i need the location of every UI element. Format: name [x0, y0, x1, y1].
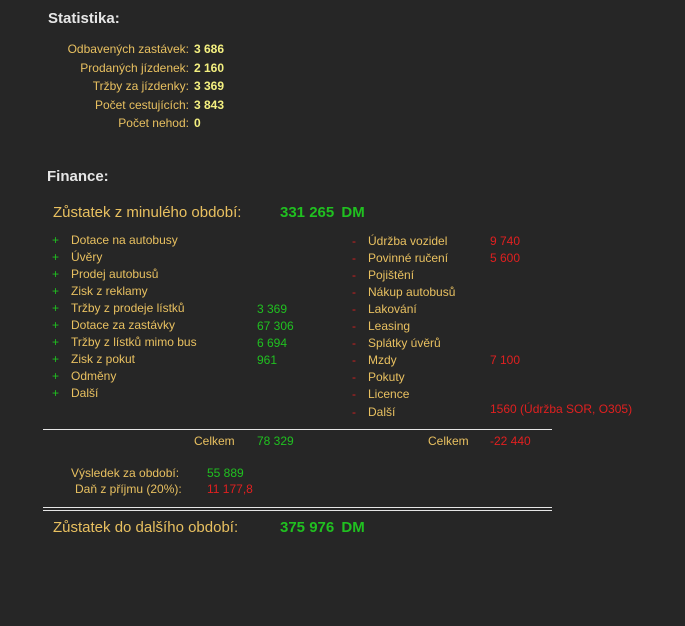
income-item-label: Tržby z prodeje lístků — [71, 301, 185, 315]
previous-balance-value — [280, 204, 365, 221]
expense-item-label: Licence — [368, 387, 410, 401]
plus-sign: + — [52, 369, 60, 383]
expense-item-label: Nákup autobusů — [368, 285, 456, 299]
income-item-value: 3 369 — [257, 302, 288, 316]
expense-item-value: 1560 (Údržba SOR, O305) — [490, 402, 633, 416]
previous-balance-label: Zůstatek z minulého období: — [53, 204, 242, 221]
minus-sign: - — [352, 387, 356, 401]
plus-sign: + — [52, 267, 60, 281]
plus-sign: + — [52, 318, 60, 332]
previous-balance-currency: DM — [341, 204, 365, 221]
expense-item-label: Pokuty — [368, 370, 405, 384]
plus-sign: + — [52, 250, 60, 264]
expense-item-label: Splátky úvěrů — [368, 336, 441, 350]
minus-sign: - — [352, 319, 356, 333]
income-item-label: Dotace za zastávky — [71, 318, 176, 332]
stat-label: Odbavených zastávek: — [67, 42, 189, 56]
minus-sign: - — [352, 268, 356, 282]
expense-total-value: -22 440 — [490, 434, 531, 448]
expense-item-label: Povinné ručení — [368, 251, 449, 265]
stat-label: Prodaných jízdenek: — [80, 60, 189, 75]
plus-sign: + — [52, 335, 60, 349]
plus-sign: + — [52, 233, 60, 247]
minus-sign: - — [352, 302, 356, 316]
income-item-value: 6 694 — [257, 336, 288, 350]
stat-value: 3 843 — [194, 97, 225, 112]
next-balance-currency: DM — [341, 519, 365, 536]
expense-item-label: Další — [368, 405, 396, 419]
totals-divider — [43, 429, 552, 430]
expense-item-label: Pojištění — [368, 268, 415, 282]
income-item-label: Tržby z lístků mimo bus — [71, 335, 197, 349]
income-item-label: Zisk z pokut — [71, 352, 136, 366]
stat-label: Počet nehod: — [118, 116, 189, 130]
minus-sign: - — [352, 251, 356, 265]
expense-item-label: Lakování — [368, 302, 417, 316]
expense-item-value: 5 600 — [490, 251, 521, 265]
stat-value: 0 — [194, 116, 201, 130]
expense-item-label: Mzdy — [368, 353, 397, 367]
balance-divider-bottom — [43, 510, 552, 511]
plus-sign: + — [52, 301, 60, 315]
stat-label: Tržby za jízdenky: — [92, 79, 189, 93]
stat-value: 2 160 — [194, 60, 225, 75]
result-label: Výsledek za období: — [71, 466, 180, 480]
expense-total-label: Celkem — [428, 434, 469, 448]
income-item-label: Další — [71, 386, 99, 400]
minus-sign: - — [352, 353, 356, 367]
result-value: 55 889 — [207, 466, 244, 480]
minus-sign: - — [352, 285, 356, 299]
next-balance-value — [280, 519, 365, 536]
minus-sign: - — [352, 336, 356, 350]
plus-sign: + — [52, 352, 60, 366]
income-item-label: Zisk z reklamy — [71, 284, 148, 298]
tax-value: 11 177,8 — [207, 482, 253, 496]
stat-label: Počet cestujících: — [94, 97, 189, 112]
income-item-label: Dotace na autobusy — [71, 233, 178, 247]
finance-heading: Finance: — [47, 168, 109, 185]
tax-label: Daň z příjmu (20%): — [75, 482, 182, 496]
expense-item-value: 7 100 — [490, 353, 521, 367]
income-total-value: 78 329 — [257, 434, 294, 448]
plus-sign: + — [52, 284, 60, 298]
stat-value: 3 686 — [194, 42, 225, 56]
minus-sign: - — [352, 234, 356, 248]
previous-balance-amount: 331 265 — [280, 204, 335, 221]
income-item-label: Odměny — [71, 369, 117, 383]
next-balance-label: Zůstatek do dalšího období: — [53, 519, 239, 536]
statistika-heading: Statistika: — [48, 10, 120, 27]
income-item-label: Prodej autobusů — [71, 267, 159, 281]
income-total-label: Celkem — [194, 434, 235, 448]
income-item-value: 961 — [257, 353, 278, 367]
balance-divider-top — [43, 507, 552, 508]
plus-sign: + — [52, 386, 60, 400]
minus-sign: - — [352, 405, 356, 419]
expense-item-label: Údržba vozidel — [368, 234, 448, 248]
stat-value: 3 369 — [194, 79, 225, 93]
income-item-label: Úvěry — [71, 250, 103, 264]
expense-item-label: Leasing — [368, 319, 411, 333]
minus-sign: - — [352, 370, 356, 384]
next-balance-amount: 375 976 — [280, 519, 335, 536]
income-item-value: 67 306 — [257, 319, 294, 333]
expense-item-value: 9 740 — [490, 234, 521, 248]
